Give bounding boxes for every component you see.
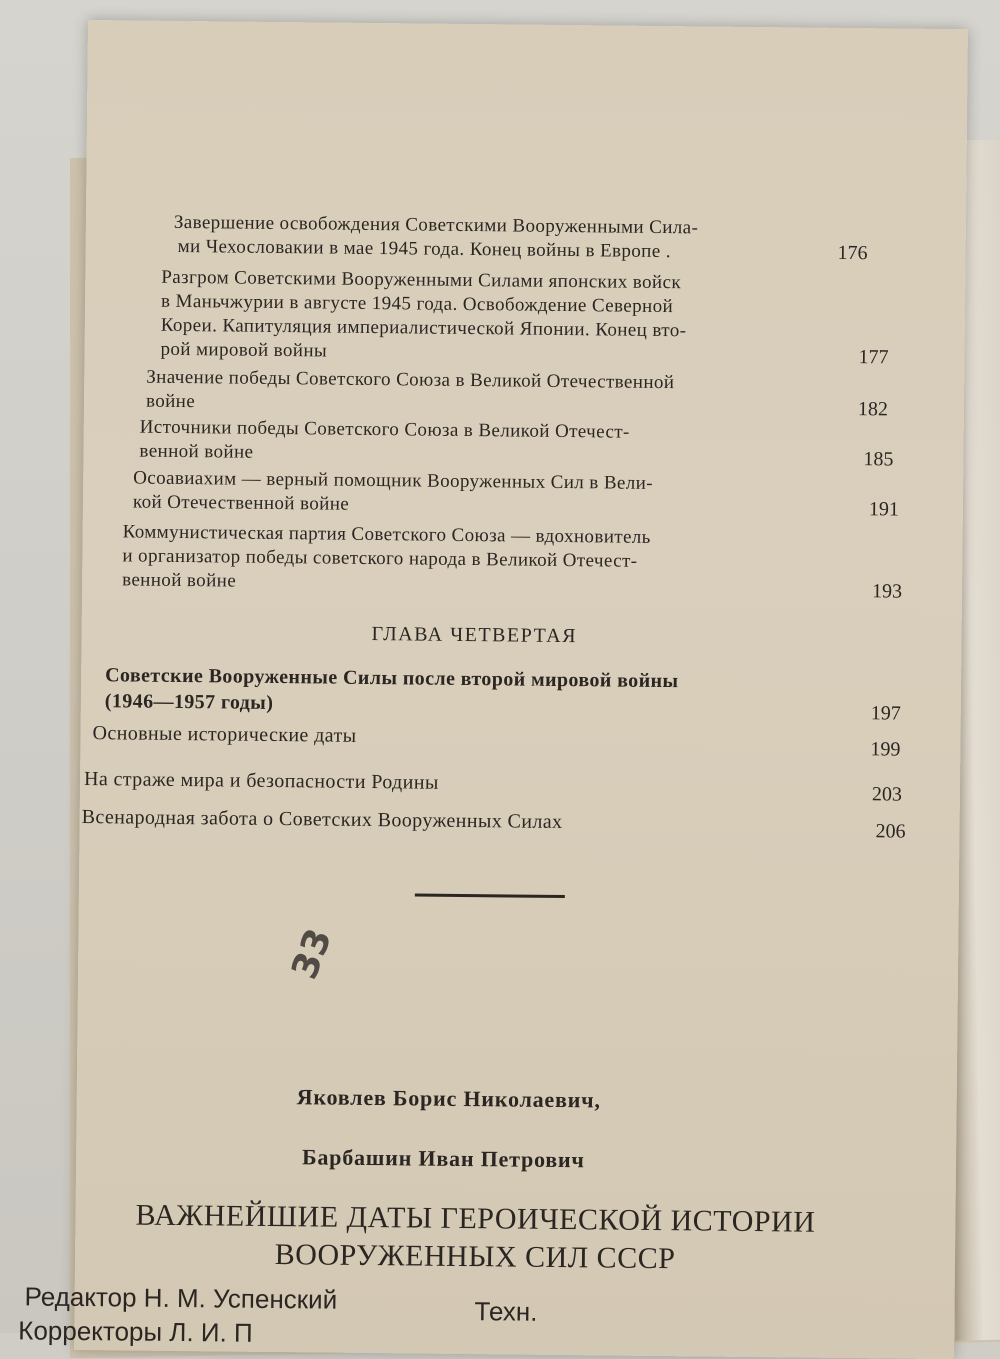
book-title-line: ВООРУЖЕННЫХ СИЛ СССР [274,1238,676,1276]
toc-entry-line: и организатор победы советского народа в Великой Отечест- [122,545,638,572]
toc-entry-line: кой Отечественной войне [132,491,350,515]
book-page [18,20,968,1359]
book-title [95,1196,856,1280]
page-content [18,20,968,1359]
toc-entry [174,211,699,264]
corrector-credit: Корректоры Л. И. П [18,1315,253,1348]
toc-entry-line: Осоавиахим — верный помощник Вооруженных Сил в Вели- [133,467,654,494]
toc-page-number: 177 [858,346,889,369]
book-title-line: ВАЖНЕЙШИЕ ДАТЫ ГЕРОИЧЕСКОЙ ИСТОРИИ [135,1198,816,1239]
tech-editor-credit: Техн. [474,1296,538,1327]
toc-entry-line: На страже мира и безопасности Родины [83,768,439,794]
toc-entry-line: в Маньчжурии в августе 1945 года. Освобождение Северной [160,290,674,318]
toc-entry-line: (1946—1957 годы) [104,690,274,714]
toc-entry [122,520,651,598]
toc-entry-line: Основные исторические даты [92,722,357,747]
toc-entry-line: Кореи. Капитуляция империалистической Японии. Конец вто- [160,314,687,342]
toc-entry-line: Всенародная забота о Советских Вооруженных Силах [81,805,563,834]
toc-entry-line: войне [145,390,196,413]
toc-entry-line: Завершение освобождения Советскими Вооруженными Сила- [173,211,699,239]
toc-entry-line: ми Чехословакии в мае 1945 года. Конец войны в Европе . [177,235,672,263]
toc-entry-line: рой мировой войны [160,338,328,362]
toc-page-number: 191 [868,498,900,521]
library-stamp: 33 [284,923,341,985]
toc-entry-line: Советские Вооруженные Силы после второй мировой войны [105,664,679,693]
toc-page-number: 203 [871,783,903,806]
toc-page-number: 206 [875,820,906,843]
toc-page-number: 197 [870,702,901,725]
toc-page-number: 182 [857,398,889,421]
toc-entry-line: Разгром Советскими Вооруженными Силами японских войск [161,266,682,294]
chapter-heading: ГЛАВА ЧЕТВЕРТАЯ [371,623,578,648]
toc-entry [133,466,653,519]
separator-rule [415,893,565,898]
toc-entry-line: венной войне [122,569,237,592]
toc-page-number: 176 [837,241,868,265]
author-name: Барбашин Иван Петрович [301,1144,585,1173]
author-name: Яковлев Борис Николаевич, [296,1084,601,1113]
editor-credit: Редактор Н. М. Успенский [24,1281,338,1315]
toc-entry [105,662,679,720]
toc-entry [84,766,439,796]
toc-page-number: 193 [871,580,903,603]
toc-entry [92,720,356,749]
toc-page-number: 199 [870,738,901,761]
toc-entry-line: венной войне [139,440,254,463]
toc-entry [146,366,675,420]
toc-entry [139,416,629,469]
toc-entry-line: Значение победы Советского Союза в Великой Отечественной [146,366,675,394]
toc-entry-line: Коммунистическая партия Советского Союза — вдохновитель [122,521,651,548]
toc-entry [160,266,687,367]
toc-entry-line: Источники победы Советского Союза в Великой Отечест- [139,416,630,443]
toc-entry [82,804,563,835]
toc-page-number: 185 [863,448,894,471]
